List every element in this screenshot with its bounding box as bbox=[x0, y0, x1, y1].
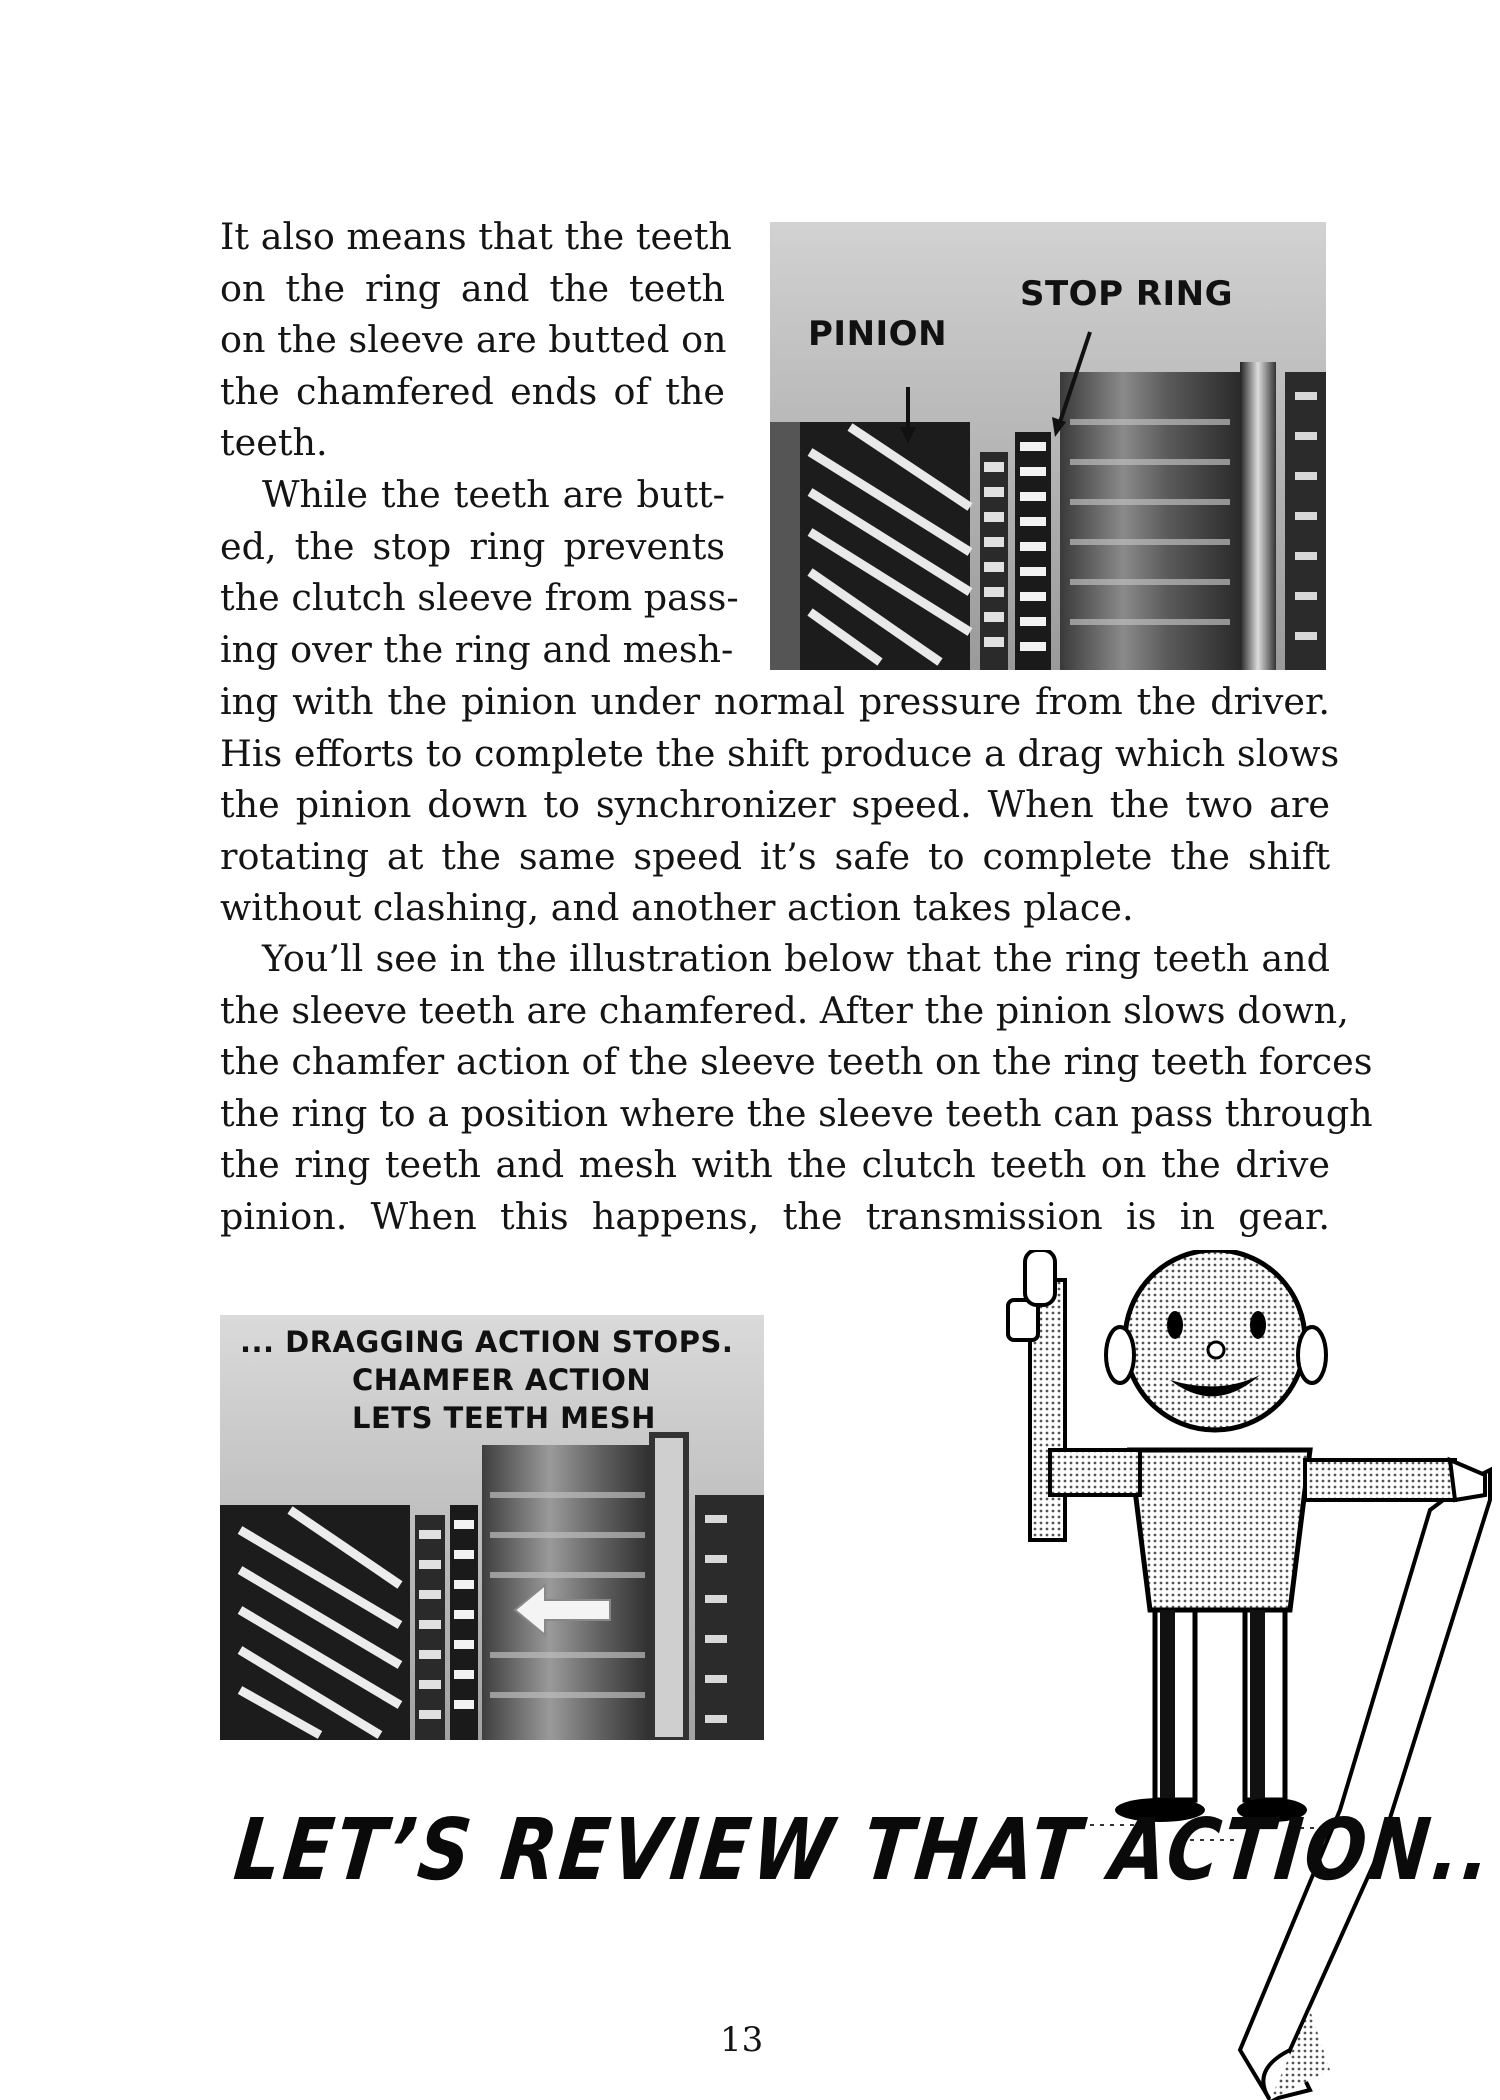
text-line: While the teeth are butt- bbox=[262, 473, 725, 516]
text-line: rotating at the same speed it’s safe to complete the shift bbox=[220, 834, 1330, 878]
paragraph-1 bbox=[220, 211, 732, 469]
text-line: It also means that the teeth bbox=[220, 215, 732, 258]
text-line: His efforts to complete the shift produce a drag which slows bbox=[220, 731, 1340, 775]
text-line: the ring teeth and mesh with the clutch teeth on the drive bbox=[220, 1143, 1330, 1186]
paragraph-3 bbox=[220, 933, 1373, 1242]
text-line: the sleeve teeth are chamfered. After the pinion slows down, bbox=[220, 988, 1349, 1032]
paragraph-2-left bbox=[220, 469, 739, 675]
gear-photo-bottom bbox=[220, 1315, 764, 1740]
review-heading: LET’S REVIEW THAT ACTION.. bbox=[230, 1799, 1499, 1899]
text-line: teeth. bbox=[220, 421, 328, 464]
text-line: the clutch sleeve from pass- bbox=[220, 576, 739, 619]
text-line: without clashing, and another action takes place. bbox=[220, 886, 1134, 929]
text-line: pinion. When this happens, the transmission is in gear. bbox=[220, 1194, 1330, 1238]
paragraph-2-full bbox=[220, 676, 1340, 934]
text-line: ing with the pinion under normal pressure from the driver. bbox=[220, 680, 1330, 723]
caption-line: LETS TEETH MESH bbox=[352, 1401, 656, 1435]
gear-photo-top bbox=[770, 222, 1326, 670]
mascot-illustration bbox=[990, 1250, 1500, 2100]
stop-ring-label: STOP RING bbox=[1020, 274, 1234, 314]
text-line: the ring to a position where the sleeve teeth can pass through bbox=[220, 1091, 1373, 1135]
text-line: the chamfered ends of the bbox=[220, 369, 725, 413]
pinion-label: PINION bbox=[808, 314, 948, 354]
page-number: 13 bbox=[720, 2020, 764, 2060]
text-line: on the sleeve are butted on bbox=[220, 318, 727, 361]
text-line: the pinion down to synchronizer speed. When the two are bbox=[220, 783, 1330, 826]
text-line: the chamfer action of the sleeve teeth on the ring teeth forces bbox=[220, 1040, 1373, 1083]
text-line: You’ll see in the illustration below that the ring teeth and bbox=[262, 937, 1330, 980]
text-line: on the ring and the teeth bbox=[220, 266, 725, 310]
text-line: ed, the stop ring prevents bbox=[220, 524, 725, 568]
caption-line: CHAMFER ACTION bbox=[352, 1363, 652, 1397]
caption-line: ... DRAGGING ACTION STOPS. bbox=[240, 1325, 734, 1359]
text-line: ing over the ring and mesh- bbox=[220, 627, 734, 671]
